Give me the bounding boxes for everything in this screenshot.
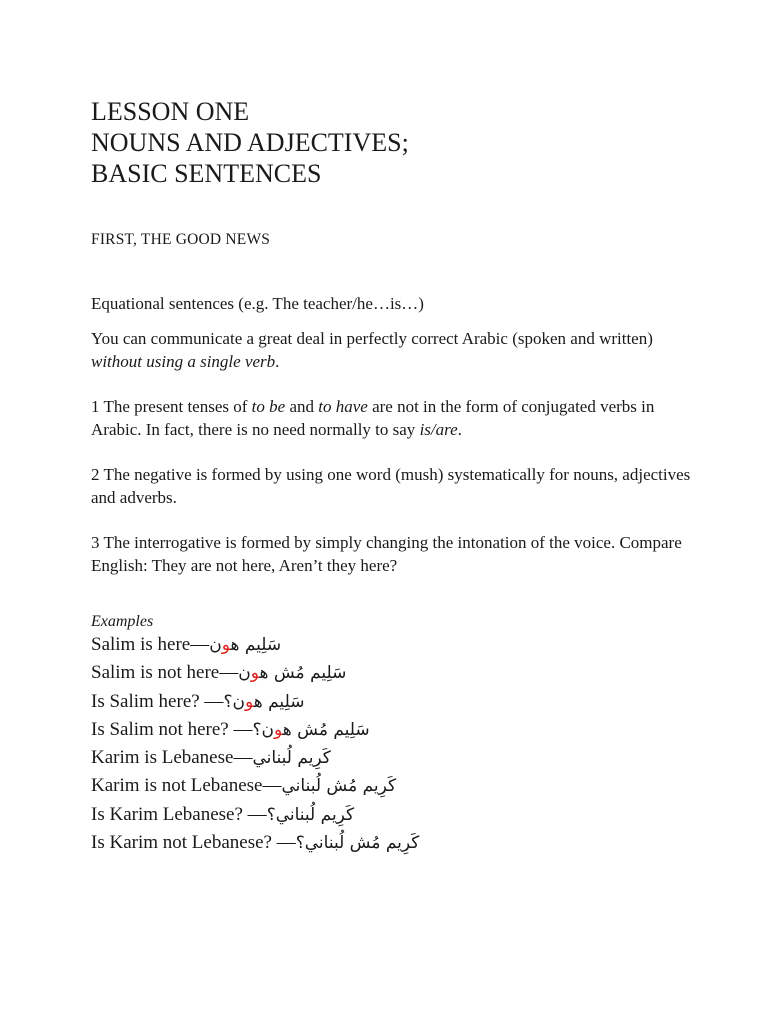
document-page xyxy=(91,96,691,857)
example-row xyxy=(91,659,691,687)
example-english: Is Salim not here? — xyxy=(91,718,253,740)
point-1-italic-to-have: to have xyxy=(318,397,368,416)
example-arabic: سَلِيم مُش هون؟ xyxy=(252,719,370,740)
point-1-text-g: . xyxy=(457,420,462,439)
point-1-italic-is-are: is/are xyxy=(419,420,458,439)
example-row xyxy=(91,772,691,800)
examples-label: Examples xyxy=(91,613,154,630)
point-1-text-a: 1 The present tenses of xyxy=(91,397,252,416)
intro-end: . xyxy=(275,352,280,371)
example-english: Salim is here— xyxy=(91,634,210,655)
point-1-text-c: and xyxy=(285,397,319,416)
example-arabic: كَرِيم مُش لُبناني xyxy=(281,776,397,797)
example-english: Salim is not here— xyxy=(91,662,239,684)
example-english: Is Salim here? — xyxy=(91,690,224,712)
example-row xyxy=(91,829,691,857)
example-row xyxy=(91,631,691,659)
point-3-paragraph: 3 The interrogative is formed by simply changing the intonation of the voice. Compare English: They are not here, Aren’t they here? xyxy=(91,533,682,575)
example-english: Karim is not Lebanese— xyxy=(91,775,282,797)
example-arabic: كَرِيم مُش لُبناني؟ xyxy=(295,833,420,854)
example-arabic: سَلِيم هون xyxy=(209,635,282,655)
point-1-paragraph xyxy=(91,395,691,441)
example-arabic: سَلِيم هون؟ xyxy=(223,691,305,712)
title-line-3: BASIC SENTENCES xyxy=(91,159,322,188)
lesson-title xyxy=(91,96,691,189)
intro-paragraph xyxy=(91,327,691,373)
example-english: Is Karim not Lebanese? — xyxy=(91,832,296,854)
point-1-text-e: are not in the form of conjugated verbs in Arabic. In fact, there is no need normally to say xyxy=(91,397,655,439)
title-line-1: LESSON ONE xyxy=(91,97,250,126)
title-line-2: NOUNS AND ADJECTIVES; xyxy=(91,128,409,157)
example-english: Is Karim Lebanese? — xyxy=(91,803,267,825)
example-row xyxy=(91,716,691,744)
example-english: Karim is Lebanese— xyxy=(91,747,253,769)
subheading: FIRST, THE GOOD NEWS xyxy=(91,231,271,248)
intro-italic: without using a single verb xyxy=(91,352,276,371)
example-arabic: كَرِيم لُبناني؟ xyxy=(266,804,355,825)
point-2-paragraph: 2 The negative is formed by using one word (mush) systematically for nouns, adjectives and adverbs. xyxy=(91,465,691,507)
point-1-italic-to-be: to be xyxy=(251,397,286,416)
example-row xyxy=(91,801,691,829)
example-arabic: كَرِيم لُبناني xyxy=(252,748,331,769)
example-arabic: سَلِيم مُش هون xyxy=(238,663,347,684)
example-row xyxy=(91,744,691,772)
intro-text: You can communicate a great deal in perfectly correct Arabic (spoken and written) xyxy=(91,329,653,348)
example-row xyxy=(91,688,691,716)
section-title: Equational sentences (e.g. The teacher/he…is…) xyxy=(91,294,424,313)
examples-list xyxy=(91,631,691,857)
